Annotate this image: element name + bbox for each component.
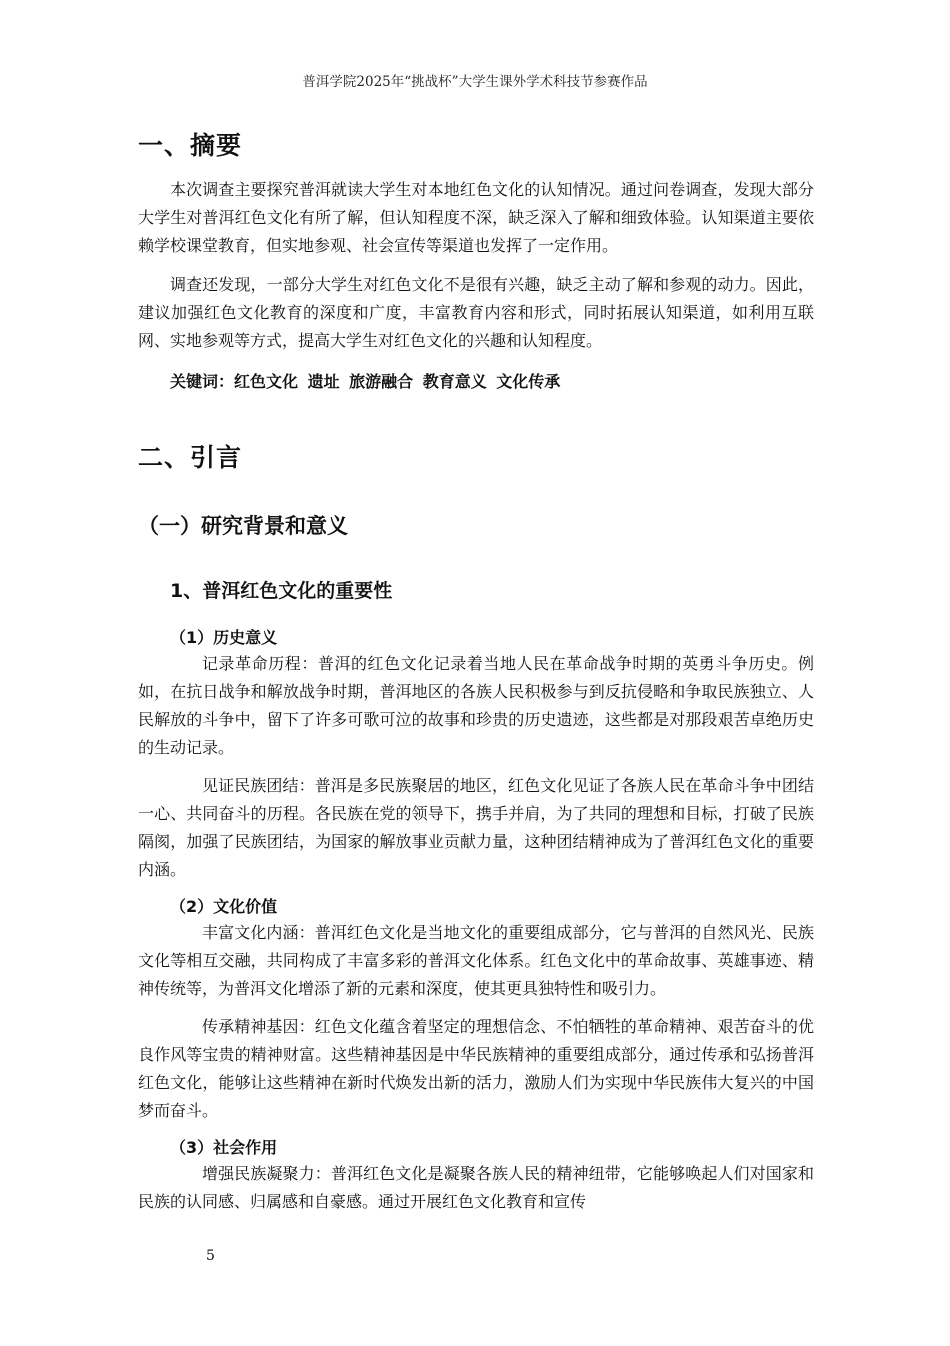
history-paragraph-1: 记录革命历程：普洱的红色文化记录着当地人民在革命战争时期的英勇斗争历史。例如，在抗日战争和解放战争时期，普洱地区的各族人民积极参与到反抗侵略和争取民族独立、人民解放的斗争中，留下了许多可歌可泣的故事和珍贵的历史遗迹，这些都是对那段艰苦卓绝历史的生动记录。 (138, 654, 814, 757)
item-heading-culture: （2）文化价值 (170, 897, 278, 916)
history-paragraph-2: 见证民族团结：普洱是多民族聚居的地区，红色文化见证了各族人民在革命斗争中团结一心、共同奋斗的历程。各民族在党的领导下，携手并肩，为了共同的理想和目标，打破了民族隔阂，加强了民族团结，为国家的解放事业贡献力量，这种团结精神成为了普洱红色文化的重要内涵。 (138, 776, 814, 879)
page-number: 5 (206, 1248, 215, 1264)
abstract-paragraph-1: 本次调查主要探究普洱就读大学生对本地红色文化的认知情况。通过问卷调查，发现大部分大学生对普洱红色文化有所了解，但认知程度不深，缺乏深入了解和细致体验。认知渠道主要依赖学校课堂教育，但实地参观、社会宣传等渠道也发挥了一定作用。 (138, 180, 814, 255)
subsection-heading-background: （一）研究背景和意义 (138, 514, 348, 538)
item-heading-society: （3）社会作用 (170, 1138, 278, 1157)
keywords-line: 关键词：红色文化 遗址 旅游融合 教育意义 文化传承 (170, 372, 561, 391)
item-heading-history: （1）历史意义 (170, 628, 278, 647)
culture-paragraph-2: 传承精神基因：红色文化蕴含着坚定的理想信念、不怕牺牲的革命精神、艰苦奋斗的优良作风等宝贵的精神财富。这些精神基因是中华民族精神的重要组成部分，通过传承和弘扬普洱红色文化，能够让这些精神在新时代焕发出新的活力，激励人们为实现中华民族伟大复兴的中国梦而奋斗。 (138, 1017, 814, 1120)
page-content (138, 118, 814, 1216)
section-heading-intro: 二、引言 (138, 443, 243, 472)
subsubsection-heading-importance: 1、普洱红色文化的重要性 (170, 580, 393, 602)
culture-paragraph-1: 丰富文化内涵：普洱红色文化是当地文化的重要组成部分，它与普洱的自然风光、民族文化等相互交融，共同构成了丰富多彩的普洱文化体系。红色文化中的革命故事、英雄事迹、精神传统等，为普洱文化增添了新的元素和深度，使其更具独特性和吸引力。 (138, 923, 814, 998)
running-header: 普洱学院2025年“挑战杯”大学生课外学术科技节参赛作品 (302, 74, 648, 90)
abstract-paragraph-2: 调查还发现，一部分大学生对红色文化不是很有兴趣，缺乏主动了解和参观的动力。因此，建议加强红色文化教育的深度和广度，丰富教育内容和形式，同时拓展认知渠道，如利用互联网、实地参观等方式，提高大学生对红色文化的兴趣和认知程度。 (138, 275, 814, 350)
section-heading-abstract: 一、摘要 (138, 131, 243, 160)
society-paragraph-1: 增强民族凝聚力：普洱红色文化是凝聚各族人民的精神纽带，它能够唤起人们对国家和民族的认同感、归属感和自豪感。通过开展红色文化教育和宣传 (138, 1164, 814, 1211)
